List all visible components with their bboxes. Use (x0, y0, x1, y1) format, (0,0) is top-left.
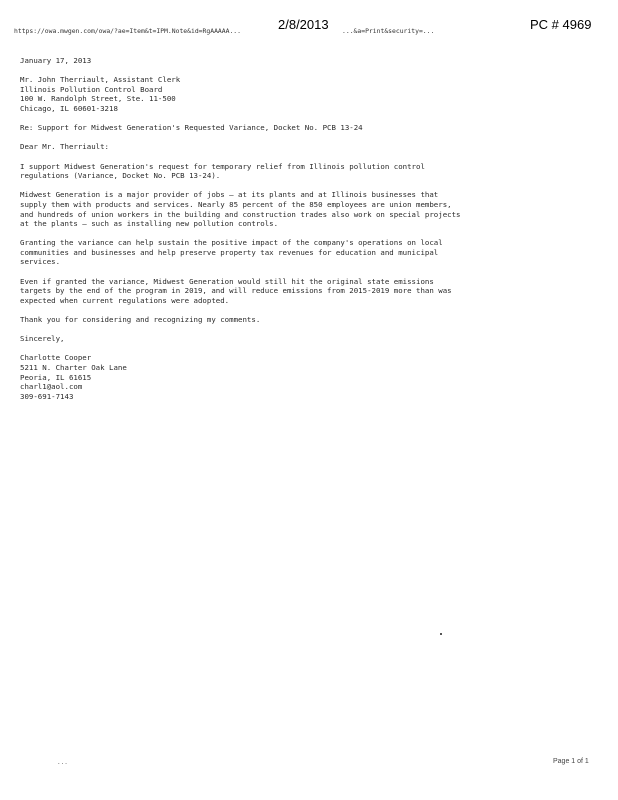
salutation: Dear Mr. Therriault: (20, 142, 109, 152)
recipient-address (20, 75, 592, 113)
letter-date: January 17, 2013 (20, 56, 92, 65)
signer-city: Peoria, IL 61615 (20, 372, 92, 382)
address-line: 100 W. Randolph Street, Ste. 11-500 (20, 94, 176, 104)
received-date-stamp: 2/8/2013 (278, 17, 329, 32)
signer-street: 5211 N. Charter Oak Lane (20, 363, 127, 372)
paragraph-line: targets by the end of the program in 2019, and will reduce emissions from 2015-2019 more than was (20, 286, 452, 296)
scan-speck (440, 633, 442, 635)
paragraph-line: supply them with products and services. Nearly 85 percent of the 850 employees are union members, (20, 199, 452, 209)
paragraph-support (20, 162, 592, 181)
paragraph-line: Granting the variance can help sustain the positive impact of the company's operations on local (20, 238, 443, 248)
paragraph-line: Thank you for considering and recognizing my comments. (20, 315, 261, 325)
paragraph-variance (20, 238, 592, 267)
closing: Sincerely, (20, 334, 65, 344)
footer-left-mark: ... (57, 759, 68, 766)
signer-email: charl1@aol.com (20, 382, 83, 392)
paragraph-line: services. (20, 257, 61, 267)
paragraph-line: and hundreds of union workers in the building and construction trades also work on special projects (20, 209, 461, 219)
paragraph-line: expected when current regulations were adopted. (20, 295, 230, 305)
print-url-right: ...&a=Print&security=... (342, 27, 435, 35)
paragraph-line: at the plants — such as installing new pollution controls. (20, 219, 279, 229)
paragraph-line: Even if granted the variance, Midwest Generation would still hit the original state emissions (20, 276, 434, 286)
paragraph-emissions (20, 277, 592, 306)
letter-body (20, 56, 592, 411)
public-comment-number-stamp: PC # 4969 (530, 17, 592, 32)
paragraph-line: regulations (Variance, Docket No. PCB 13-24). (20, 171, 221, 181)
subject-line: Re: Support for Midwest Generation's Requested Variance, Docket No. PCB 13-24 (20, 123, 363, 133)
paragraph-line: communities and businesses and help preserve property tax revenues for education and municipal (20, 247, 439, 257)
address-line: Mr. John Therriault, Assistant Clerk (20, 75, 181, 85)
paragraph-jobs (20, 190, 592, 228)
paragraph-thanks (20, 315, 592, 325)
address-line: Chicago, IL 60601-3218 (20, 103, 118, 113)
signer-name: Charlotte Cooper (20, 353, 92, 363)
paragraph-line: Midwest Generation is a major provider of jobs — at its plants and at Illinois businesses that (20, 190, 439, 200)
signature-block (20, 353, 592, 401)
address-line: Illinois Pollution Control Board (20, 84, 163, 94)
page-number: Page 1 of 1 (553, 758, 589, 765)
signer-phone: 309-691-7143 (20, 391, 74, 401)
paragraph-line: I support Midwest Generation's request for temporary relief from Illinois pollution control (20, 161, 425, 171)
print-url-left: https://owa.mwgen.com/owa/?ae=Item&t=IPM.Note&id=RgAAAAA... (14, 27, 242, 35)
